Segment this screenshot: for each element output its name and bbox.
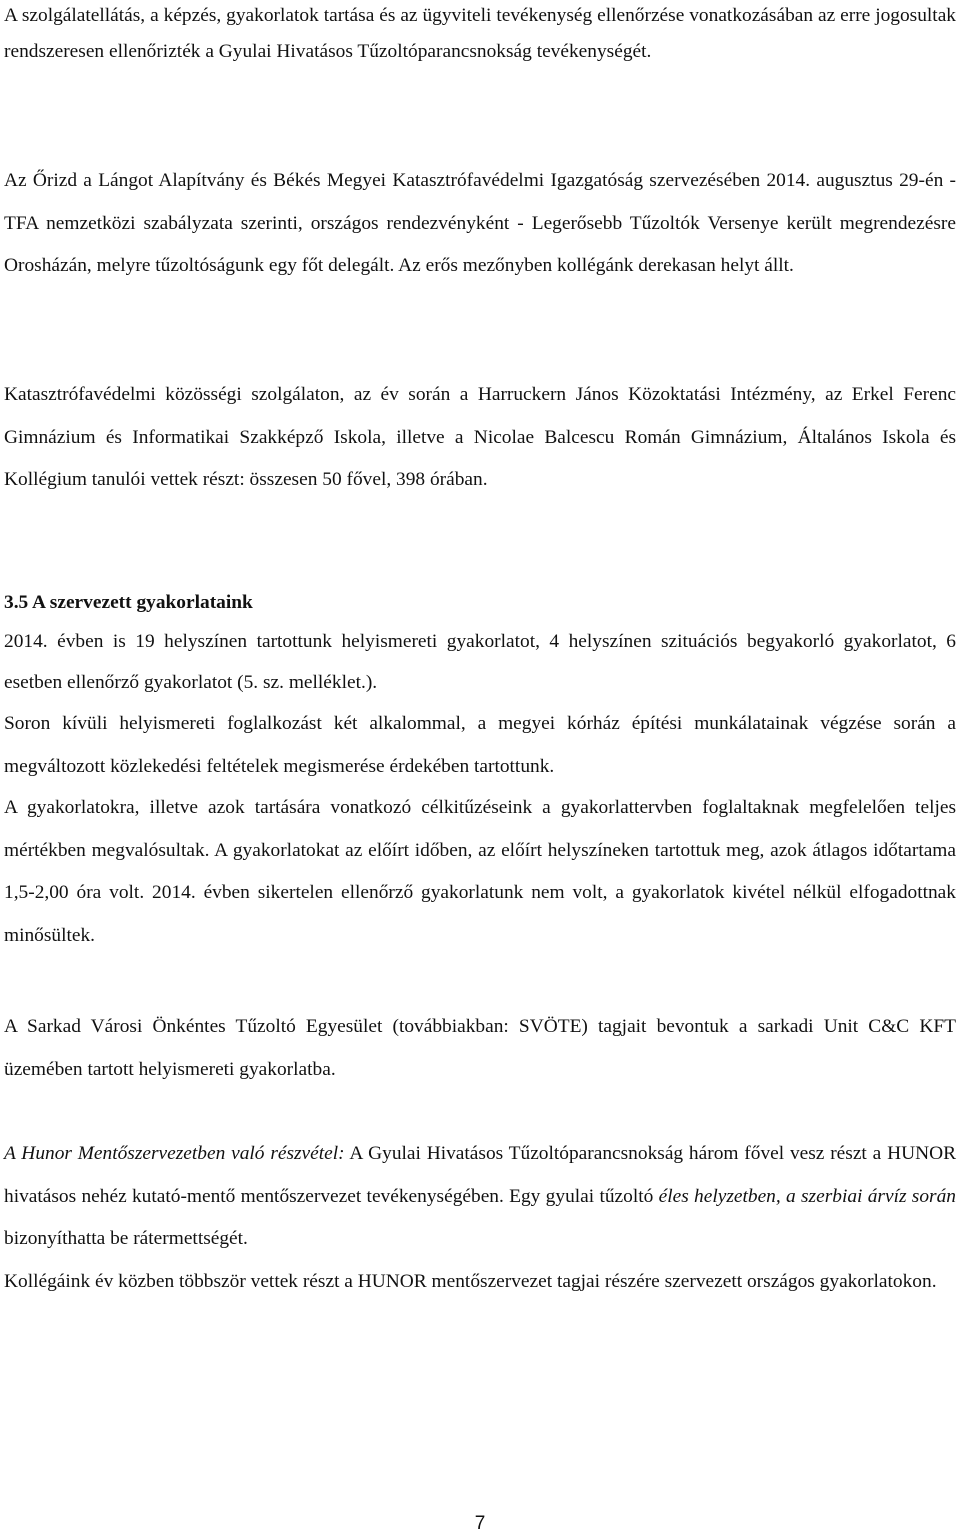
- section-heading-organized-exercises: 3.5 A szervezett gyakorlataink: [4, 592, 253, 613]
- paragraph-strongest-firefighter-competition: Az Őrizd a Lángot Alapítvány és Békés Megyei Katasztrófavédelmi Igazgatóság szervezésében 2014. augusztus 29-én - TFA nemzetközi szabályzata szerinti, országos rendezvényként - Legerősebb Tűzoltók Versenye került megrendezésre Orosházán, melyre tűzoltóságunk egy főt delegált. Az erős mezőnyben kollégánk derekasan helyt állt.: [4, 170, 956, 276]
- paragraph-supervision: A szolgálatellátás, a képzés, gyakorlatok tartása és az ügyviteli tevékenység ellenőrzése vonatkozásában az erre jogosultak rendszeresen ellenőrizték a Gyulai Hivatásos Tűzoltóparancsnokság tevékenységét.: [4, 5, 956, 62]
- paragraph-community-service: Katasztrófavédelmi közösségi szolgálaton, az év során a Harruckern János Közoktatási Intézmény, az Erkel Ferenc Gimnázium és Informatikai Szakképző Iskola, illetve a Nicolae Balcescu Román Gimnázium, Általános Iskola és Kollégium tanulói vettek részt: összesen 50 fővel, 398 órában.: [4, 384, 956, 490]
- paragraph-exercise-objectives: A gyakorlatokra, illetve azok tartására vonatkozó célkitűzéseink a gyakorlattervben foglaltaknak megfelelően teljes mértékben megvalósultak. A gyakorlatokat az előírt időben, az előírt helyszíneken tartottuk meg, azok átlagos időtartama 1,5-2,00 óra volt. 2014. évben sikertelen ellenőrző gyakorlatunk nem volt, a gyakorlatok kivétel nélkül elfogadottnak minősültek.: [4, 797, 956, 946]
- paragraph-exercise-counts: 2014. évben is 19 helyszínen tartottunk helyismereti gyakorlatot, 4 helyszínen szituációs begyakorló gyakorlatot, 6 esetben ellenőrző gyakorlatot (5. sz. melléklet.).: [4, 631, 956, 693]
- paragraph-hunor-exercises: Kollégáink év közben többször vettek részt a HUNOR mentőszervezet tagjai részére szervezett országos gyakorlatokon.: [4, 1271, 937, 1292]
- paragraph-hunor-participation: [4, 1133, 956, 1261]
- hunor-text-b: bizonyíthatta be rátermettségét.: [4, 1228, 248, 1249]
- hunor-text-a: A Gyulai Hivatásos Tűzoltóparancsnokság három fővel vesz részt a HUNOR hivatásos nehéz kutató-mentő mentőszervezet tevékenységében. Egy gyulai tűzoltó: [4, 1143, 957, 1207]
- paragraph-svote: A Sarkad Városi Önkéntes Tűzoltó Egyesület (továbbiakban: SVÖTE) tagjait bevontuk a sarkadi Unit C&C KFT üzemében tartott helyismereti gyakorlatba.: [4, 1016, 956, 1080]
- hunor-italic-mid: éles helyzetben, a szerbiai árvíz során: [658, 1185, 956, 1207]
- paragraph-extraordinary-sessions: Soron kívüli helyismereti foglalkozást két alkalommal, a megyei kórház építési munkálatainak végzése során a megváltozott közlekedési feltételek megismerése érdekében tartottunk.: [4, 713, 956, 777]
- hunor-lead-italic: A Hunor Mentőszervezetben való részvétel:: [4, 1143, 345, 1164]
- page-number: 7: [474, 1513, 486, 1534]
